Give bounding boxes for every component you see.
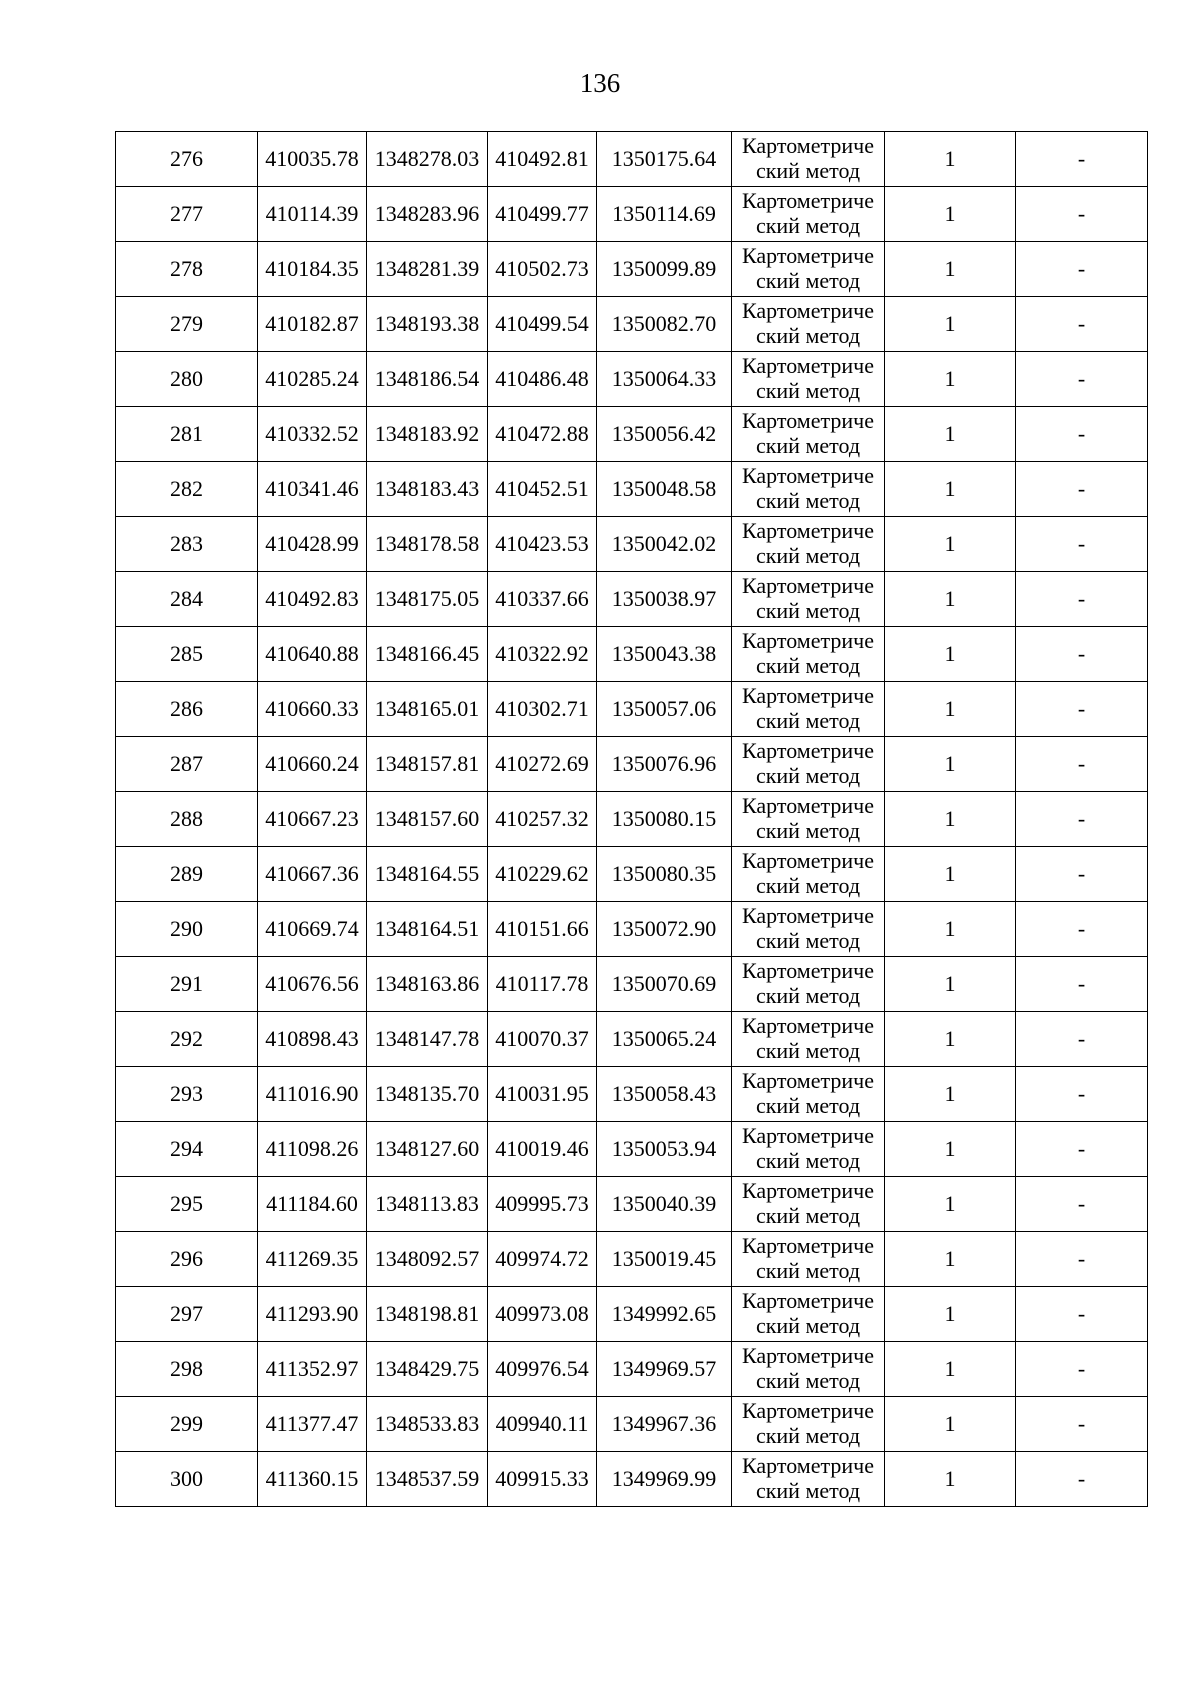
- method-cell: [732, 627, 885, 682]
- point-number-cell: 293: [116, 1067, 258, 1122]
- method-line-1: Картометриче: [742, 298, 874, 324]
- x2-cell: 410151.66: [488, 902, 597, 957]
- x1-cell: 410676.56: [258, 957, 367, 1012]
- table-row: [116, 1232, 1148, 1287]
- method-line-2: ский метод: [755, 158, 861, 183]
- method-cell: [732, 847, 885, 902]
- x1-cell: 410640.88: [258, 627, 367, 682]
- y1-cell: 1348164.55: [367, 847, 488, 902]
- x2-cell: 409995.73: [488, 1177, 597, 1232]
- y2-cell: 1350082.70: [597, 297, 732, 352]
- method-line-1: Картометриче: [742, 463, 874, 489]
- method-cell: [732, 187, 885, 242]
- point-number-cell: 300: [116, 1452, 258, 1507]
- method-line-1: Картометриче: [742, 1343, 874, 1369]
- method-line-2: ский метод: [755, 488, 861, 513]
- method-cell: [732, 242, 885, 297]
- table-row: [116, 1452, 1148, 1507]
- table-row: [116, 847, 1148, 902]
- note-cell: -: [1016, 957, 1148, 1012]
- x1-cell: 410341.46: [258, 462, 367, 517]
- method-line-2: ский метод: [755, 1368, 861, 1393]
- table-row: [116, 682, 1148, 737]
- accuracy-cell: 1: [885, 902, 1016, 957]
- table-row: [116, 1012, 1148, 1067]
- method-line-2: ский метод: [755, 1478, 861, 1503]
- note-cell: -: [1016, 1012, 1148, 1067]
- method-line-2: ский метод: [755, 653, 861, 678]
- x2-cell: 410472.88: [488, 407, 597, 462]
- x1-cell: 410035.78: [258, 132, 367, 187]
- table-row: [116, 902, 1148, 957]
- y2-cell: 1350080.35: [597, 847, 732, 902]
- accuracy-cell: 1: [885, 242, 1016, 297]
- accuracy-cell: 1: [885, 1287, 1016, 1342]
- coordinates-table: [115, 131, 1148, 1507]
- y2-cell: 1350175.64: [597, 132, 732, 187]
- point-number-cell: 295: [116, 1177, 258, 1232]
- x2-cell: 410452.51: [488, 462, 597, 517]
- x2-cell: 409915.33: [488, 1452, 597, 1507]
- y2-cell: 1350019.45: [597, 1232, 732, 1287]
- y1-cell: 1348537.59: [367, 1452, 488, 1507]
- x1-cell: 410332.52: [258, 407, 367, 462]
- x1-cell: 411377.47: [258, 1397, 367, 1452]
- method-line-2: ский метод: [755, 1313, 861, 1338]
- y1-cell: 1348183.92: [367, 407, 488, 462]
- x1-cell: 410669.74: [258, 902, 367, 957]
- y1-cell: 1348166.45: [367, 627, 488, 682]
- y1-cell: 1348164.51: [367, 902, 488, 957]
- point-number-cell: 286: [116, 682, 258, 737]
- x1-cell: 410184.35: [258, 242, 367, 297]
- method-line-2: ский метод: [755, 433, 861, 458]
- point-number-cell: 284: [116, 572, 258, 627]
- y1-cell: 1348278.03: [367, 132, 488, 187]
- method-line-2: ский метод: [755, 268, 861, 293]
- method-cell: [732, 737, 885, 792]
- method-line-2: ский метод: [755, 873, 861, 898]
- table-row: [116, 407, 1148, 462]
- method-line-2: ский метод: [755, 598, 861, 623]
- method-line-1: Картометриче: [742, 958, 874, 984]
- point-number-cell: 289: [116, 847, 258, 902]
- point-number-cell: 278: [116, 242, 258, 297]
- method-cell: [732, 682, 885, 737]
- point-number-cell: 298: [116, 1342, 258, 1397]
- x1-cell: 410660.24: [258, 737, 367, 792]
- y1-cell: 1348113.83: [367, 1177, 488, 1232]
- table-row: [116, 352, 1148, 407]
- method-line-2: ский метод: [755, 1423, 861, 1448]
- y2-cell: 1350058.43: [597, 1067, 732, 1122]
- method-line-2: ский метод: [755, 1258, 861, 1283]
- y2-cell: 1350065.24: [597, 1012, 732, 1067]
- method-line-2: ский метод: [755, 543, 861, 568]
- x2-cell: 409976.54: [488, 1342, 597, 1397]
- table-row: [116, 297, 1148, 352]
- method-cell: [732, 352, 885, 407]
- accuracy-cell: 1: [885, 847, 1016, 902]
- y2-cell: 1350048.58: [597, 462, 732, 517]
- method-cell: [732, 1397, 885, 1452]
- x2-cell: 410070.37: [488, 1012, 597, 1067]
- method-line-2: ский метод: [755, 323, 861, 348]
- method-line-1: Картометриче: [742, 1288, 874, 1314]
- x1-cell: 410660.33: [258, 682, 367, 737]
- point-number-cell: 282: [116, 462, 258, 517]
- table-row: [116, 1287, 1148, 1342]
- method-line-2: ский метод: [755, 1093, 861, 1118]
- method-line-1: Картометриче: [742, 903, 874, 929]
- accuracy-cell: 1: [885, 462, 1016, 517]
- x2-cell: 409973.08: [488, 1287, 597, 1342]
- method-line-1: Картометриче: [742, 1398, 874, 1424]
- note-cell: -: [1016, 1452, 1148, 1507]
- note-cell: -: [1016, 902, 1148, 957]
- y2-cell: 1350114.69: [597, 187, 732, 242]
- y1-cell: 1348281.39: [367, 242, 488, 297]
- accuracy-cell: 1: [885, 1067, 1016, 1122]
- method-line-1: Картометриче: [742, 1123, 874, 1149]
- accuracy-cell: 1: [885, 572, 1016, 627]
- y2-cell: 1350080.15: [597, 792, 732, 847]
- method-cell: [732, 957, 885, 1012]
- method-cell: [732, 1122, 885, 1177]
- method-cell: [732, 902, 885, 957]
- point-number-cell: 276: [116, 132, 258, 187]
- method-line-1: Картометриче: [742, 738, 874, 764]
- note-cell: -: [1016, 1067, 1148, 1122]
- y2-cell: 1350042.02: [597, 517, 732, 572]
- point-number-cell: 281: [116, 407, 258, 462]
- point-number-cell: 292: [116, 1012, 258, 1067]
- x2-cell: 410337.66: [488, 572, 597, 627]
- method-line-1: Картометриче: [742, 243, 874, 269]
- note-cell: -: [1016, 572, 1148, 627]
- method-cell: [732, 407, 885, 462]
- accuracy-cell: 1: [885, 1397, 1016, 1452]
- method-line-2: ский метод: [755, 1148, 861, 1173]
- accuracy-cell: 1: [885, 1122, 1016, 1177]
- x2-cell: 409940.11: [488, 1397, 597, 1452]
- y1-cell: 1348147.78: [367, 1012, 488, 1067]
- y2-cell: 1350057.06: [597, 682, 732, 737]
- x1-cell: 411269.35: [258, 1232, 367, 1287]
- method-cell: [732, 1012, 885, 1067]
- y2-cell: 1350053.94: [597, 1122, 732, 1177]
- point-number-cell: 277: [116, 187, 258, 242]
- table-row: [116, 1122, 1148, 1177]
- point-number-cell: 287: [116, 737, 258, 792]
- point-number-cell: 294: [116, 1122, 258, 1177]
- y1-cell: 1348165.01: [367, 682, 488, 737]
- x2-cell: 409974.72: [488, 1232, 597, 1287]
- method-line-1: Картометриче: [742, 353, 874, 379]
- method-line-2: ский метод: [755, 983, 861, 1008]
- y2-cell: 1350099.89: [597, 242, 732, 297]
- y1-cell: 1348533.83: [367, 1397, 488, 1452]
- x2-cell: 410502.73: [488, 242, 597, 297]
- method-cell: [732, 1232, 885, 1287]
- x2-cell: 410499.77: [488, 187, 597, 242]
- method-line-1: Картометриче: [742, 793, 874, 819]
- note-cell: -: [1016, 132, 1148, 187]
- method-line-2: ский метод: [755, 763, 861, 788]
- x1-cell: 410667.23: [258, 792, 367, 847]
- note-cell: -: [1016, 627, 1148, 682]
- method-line-2: ский метод: [755, 1203, 861, 1228]
- method-line-1: Картометриче: [742, 628, 874, 654]
- table-row: [116, 1397, 1148, 1452]
- note-cell: -: [1016, 1397, 1148, 1452]
- x1-cell: 410182.87: [258, 297, 367, 352]
- accuracy-cell: 1: [885, 957, 1016, 1012]
- note-cell: -: [1016, 1232, 1148, 1287]
- note-cell: -: [1016, 1177, 1148, 1232]
- table-row: [116, 737, 1148, 792]
- note-cell: -: [1016, 462, 1148, 517]
- method-line-1: Картометриче: [742, 133, 874, 159]
- note-cell: -: [1016, 407, 1148, 462]
- x1-cell: 411184.60: [258, 1177, 367, 1232]
- method-line-1: Картометриче: [742, 848, 874, 874]
- table-row: [116, 1342, 1148, 1397]
- point-number-cell: 285: [116, 627, 258, 682]
- method-line-1: Картометриче: [742, 1233, 874, 1259]
- x2-cell: 410031.95: [488, 1067, 597, 1122]
- x1-cell: 411016.90: [258, 1067, 367, 1122]
- note-cell: -: [1016, 187, 1148, 242]
- x2-cell: 410322.92: [488, 627, 597, 682]
- page-number: 136: [579, 68, 621, 98]
- x1-cell: 410114.39: [258, 187, 367, 242]
- accuracy-cell: 1: [885, 187, 1016, 242]
- method-line-1: Картометриче: [742, 1068, 874, 1094]
- x1-cell: 411293.90: [258, 1287, 367, 1342]
- note-cell: -: [1016, 847, 1148, 902]
- method-cell: [732, 1452, 885, 1507]
- x2-cell: 410117.78: [488, 957, 597, 1012]
- note-cell: -: [1016, 682, 1148, 737]
- method-line-1: Картометриче: [742, 518, 874, 544]
- note-cell: -: [1016, 517, 1148, 572]
- x2-cell: 410492.81: [488, 132, 597, 187]
- table-row: [116, 1067, 1148, 1122]
- note-cell: -: [1016, 1122, 1148, 1177]
- method-cell: [732, 132, 885, 187]
- method-line-1: Картометриче: [742, 683, 874, 709]
- x1-cell: 410898.43: [258, 1012, 367, 1067]
- x2-cell: 410302.71: [488, 682, 597, 737]
- x2-cell: 410499.54: [488, 297, 597, 352]
- method-line-1: Картометриче: [742, 1453, 874, 1479]
- method-line-2: ский метод: [755, 928, 861, 953]
- accuracy-cell: 1: [885, 1177, 1016, 1232]
- table-row: [116, 462, 1148, 517]
- note-cell: -: [1016, 297, 1148, 352]
- x2-cell: 410423.53: [488, 517, 597, 572]
- y2-cell: 1350040.39: [597, 1177, 732, 1232]
- method-line-2: ский метод: [755, 1038, 861, 1063]
- table-row: [116, 242, 1148, 297]
- x2-cell: 410229.62: [488, 847, 597, 902]
- y1-cell: 1348092.57: [367, 1232, 488, 1287]
- y2-cell: 1349992.65: [597, 1287, 732, 1342]
- point-number-cell: 279: [116, 297, 258, 352]
- table-row: [116, 627, 1148, 682]
- method-line-1: Картометриче: [742, 1178, 874, 1204]
- method-cell: [732, 1177, 885, 1232]
- x2-cell: 410272.69: [488, 737, 597, 792]
- note-cell: -: [1016, 737, 1148, 792]
- point-number-cell: 299: [116, 1397, 258, 1452]
- accuracy-cell: 1: [885, 792, 1016, 847]
- accuracy-cell: 1: [885, 1452, 1016, 1507]
- y2-cell: 1350064.33: [597, 352, 732, 407]
- x1-cell: 410428.99: [258, 517, 367, 572]
- table-row: [116, 957, 1148, 1012]
- x1-cell: 411360.15: [258, 1452, 367, 1507]
- y2-cell: 1349969.99: [597, 1452, 732, 1507]
- table-row: [116, 572, 1148, 627]
- x1-cell: 410667.36: [258, 847, 367, 902]
- x1-cell: 411352.97: [258, 1342, 367, 1397]
- point-number-cell: 283: [116, 517, 258, 572]
- method-cell: [732, 572, 885, 627]
- accuracy-cell: 1: [885, 132, 1016, 187]
- y1-cell: 1348157.60: [367, 792, 488, 847]
- point-number-cell: 288: [116, 792, 258, 847]
- note-cell: -: [1016, 792, 1148, 847]
- method-cell: [732, 462, 885, 517]
- accuracy-cell: 1: [885, 1012, 1016, 1067]
- table-row: [116, 517, 1148, 572]
- y1-cell: 1348183.43: [367, 462, 488, 517]
- note-cell: -: [1016, 1287, 1148, 1342]
- table-row: [116, 187, 1148, 242]
- method-cell: [732, 792, 885, 847]
- accuracy-cell: 1: [885, 627, 1016, 682]
- accuracy-cell: 1: [885, 1342, 1016, 1397]
- point-number-cell: 296: [116, 1232, 258, 1287]
- method-cell: [732, 1287, 885, 1342]
- y2-cell: 1350038.97: [597, 572, 732, 627]
- method-cell: [732, 517, 885, 572]
- x2-cell: 410486.48: [488, 352, 597, 407]
- x2-cell: 410257.32: [488, 792, 597, 847]
- y2-cell: 1350056.42: [597, 407, 732, 462]
- accuracy-cell: 1: [885, 297, 1016, 352]
- accuracy-cell: 1: [885, 1232, 1016, 1287]
- point-number-cell: 290: [116, 902, 258, 957]
- point-number-cell: 291: [116, 957, 258, 1012]
- method-line-2: ский метод: [755, 818, 861, 843]
- x2-cell: 410019.46: [488, 1122, 597, 1177]
- method-line-1: Картометриче: [742, 1013, 874, 1039]
- x1-cell: 410492.83: [258, 572, 367, 627]
- y1-cell: 1348186.54: [367, 352, 488, 407]
- note-cell: -: [1016, 1342, 1148, 1397]
- y2-cell: 1349969.57: [597, 1342, 732, 1397]
- y1-cell: 1348198.81: [367, 1287, 488, 1342]
- y1-cell: 1348135.70: [367, 1067, 488, 1122]
- method-cell: [732, 297, 885, 352]
- y1-cell: 1348178.58: [367, 517, 488, 572]
- accuracy-cell: 1: [885, 352, 1016, 407]
- x1-cell: 411098.26: [258, 1122, 367, 1177]
- point-number-cell: 280: [116, 352, 258, 407]
- method-line-2: ский метод: [755, 213, 861, 238]
- note-cell: -: [1016, 352, 1148, 407]
- accuracy-cell: 1: [885, 682, 1016, 737]
- method-line-2: ский метод: [755, 708, 861, 733]
- method-line-2: ский метод: [755, 378, 861, 403]
- method-line-1: Картометриче: [742, 573, 874, 599]
- note-cell: -: [1016, 242, 1148, 297]
- table-row: [116, 1177, 1148, 1232]
- table-row: [116, 132, 1148, 187]
- y2-cell: 1350072.90: [597, 902, 732, 957]
- y1-cell: 1348163.86: [367, 957, 488, 1012]
- method-cell: [732, 1067, 885, 1122]
- y1-cell: 1348429.75: [367, 1342, 488, 1397]
- y1-cell: 1348127.60: [367, 1122, 488, 1177]
- y2-cell: 1349967.36: [597, 1397, 732, 1452]
- y2-cell: 1350043.38: [597, 627, 732, 682]
- accuracy-cell: 1: [885, 737, 1016, 792]
- y1-cell: 1348157.81: [367, 737, 488, 792]
- method-cell: [732, 1342, 885, 1397]
- y1-cell: 1348283.96: [367, 187, 488, 242]
- y2-cell: 1350070.69: [597, 957, 732, 1012]
- accuracy-cell: 1: [885, 517, 1016, 572]
- point-number-cell: 297: [116, 1287, 258, 1342]
- accuracy-cell: 1: [885, 407, 1016, 462]
- table-body: [116, 132, 1148, 1507]
- table-row: [116, 792, 1148, 847]
- y1-cell: 1348175.05: [367, 572, 488, 627]
- y1-cell: 1348193.38: [367, 297, 488, 352]
- method-line-1: Картометриче: [742, 408, 874, 434]
- method-line-1: Картометриче: [742, 188, 874, 214]
- x1-cell: 410285.24: [258, 352, 367, 407]
- y2-cell: 1350076.96: [597, 737, 732, 792]
